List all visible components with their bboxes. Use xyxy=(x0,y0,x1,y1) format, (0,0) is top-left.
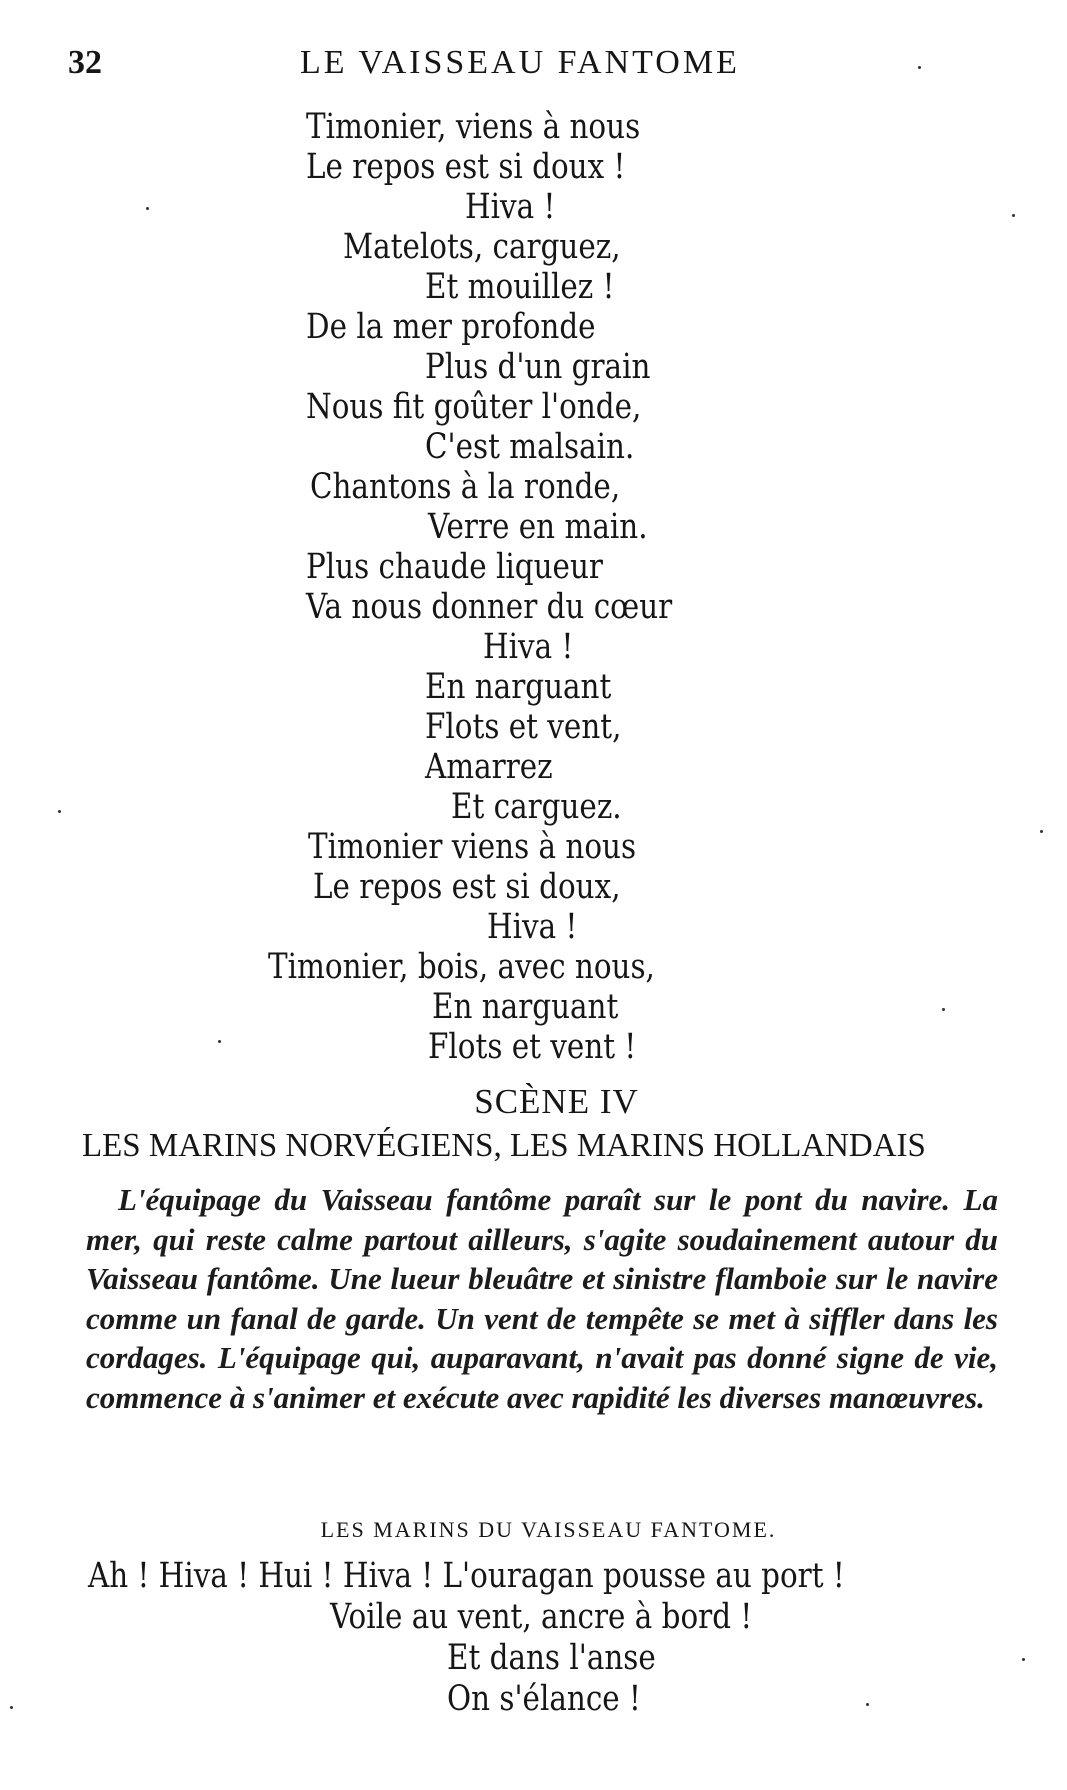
verse-line: Le repos est si doux, xyxy=(313,867,621,907)
song-line: Ah ! Hiva ! Hui ! Hiva ! L'ouragan pousse au port ! xyxy=(88,1556,845,1596)
scan-speck xyxy=(942,1008,945,1011)
verse-line: Et carguez. xyxy=(451,787,622,827)
verse-line: Va nous donner du cœur xyxy=(306,587,673,627)
song-line: Voile au vent, ancre à bord ! xyxy=(330,1597,753,1637)
scan-speck xyxy=(1022,1658,1025,1661)
scan-speck xyxy=(218,1040,221,1043)
scene-characters: LES MARINS NORVÉGIENS, LES MARINS HOLLANDAIS xyxy=(82,1127,926,1164)
song-line: On s'élance ! xyxy=(447,1679,641,1719)
verse-line: Flots et vent ! xyxy=(428,1027,637,1067)
verse-line: Plus d'un grain xyxy=(425,347,651,387)
scan-speck xyxy=(918,66,921,69)
verse-line: Et mouillez ! xyxy=(425,267,615,307)
scan-speck xyxy=(1012,214,1015,217)
scan-speck xyxy=(1040,830,1043,833)
running-head: LE VAISSEAU FANTOME xyxy=(300,44,740,81)
verse-line: Timonier viens à nous xyxy=(308,827,637,867)
verse-line: Hiva ! xyxy=(487,907,578,947)
stage-direction: L'équipage du Vaisseau fantôme paraît sur le pont du navire. La mer, qui reste calme partout ailleurs, s'agite soudainement autour du Vaisseau fantôme. Une lueur bleuâtre et sinistre flamboie sur le navire comme un fanal de garde. Un vent de tempête se met à siffler dans les cordages. L'équipage qui, auparavant, n'avait pas donné signe de vie, commence à s'animer et exécute avec rapidité les diverses manœuvres. xyxy=(86,1182,998,1415)
verse-line: En narguant xyxy=(425,667,612,707)
song-line: Et dans l'anse xyxy=(447,1638,656,1678)
scan-speck xyxy=(866,1703,869,1706)
scan-speck xyxy=(10,1706,13,1709)
verse-line: Hiva ! xyxy=(483,627,574,667)
verse-line: De la mer profonde xyxy=(306,307,596,347)
verse-line: Nous fit goûter l'onde, xyxy=(306,387,642,427)
verse-line: Plus chaude liqueur xyxy=(306,547,603,587)
verse-line: Flots et vent, xyxy=(425,707,622,747)
verse-line: En narguant xyxy=(432,987,619,1027)
verse-line: Matelots, carguez, xyxy=(343,227,621,267)
scan-speck xyxy=(58,810,61,813)
speaker-heading: LES MARINS DU VAISSEAU FANTOME. xyxy=(320,1517,777,1542)
verse-line: Timonier, viens à nous xyxy=(306,107,641,147)
verse-line: C'est malsain. xyxy=(425,427,635,467)
verse-line: Amarrez xyxy=(425,747,553,787)
scene-title: SCÈNE IV xyxy=(474,1082,639,1121)
scan-speck xyxy=(146,207,149,210)
verse-line: Chantons à la ronde, xyxy=(310,467,621,507)
verse-line: Timonier, bois, avec nous, xyxy=(268,947,655,987)
verse-line: Le repos est si doux ! xyxy=(306,147,626,187)
verse-line: Hiva ! xyxy=(465,187,556,227)
page-number: 32 xyxy=(68,44,102,81)
verse-line: Verre en main. xyxy=(428,507,648,547)
